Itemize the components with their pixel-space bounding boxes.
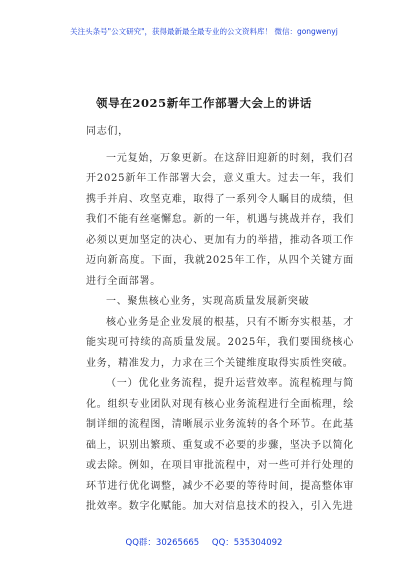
greeting: 同志们， bbox=[86, 126, 129, 137]
section-heading: 一、聚焦核心业务，实现高质量发展新突破 bbox=[106, 296, 310, 307]
paragraph: （一）优化业务流程，提升运营效率。流程梳理与简化。组织专业团队对现有核心业务流程进行全面梳理，绘制详细的流程图，清晰展示业务流转的各个环节。在此基础上，识别出繁琐、重复或不必要的步骤，坚决予以简化或去除。例如，在项目审批流程中，对一些可并行处理的环节进行优化调整，减少不必要的等待时间，提高整体审批效率。数字化赋能。加大对信息技术的投入，引入先进 bbox=[86, 378, 354, 512]
paragraph: 核心业务是企业发展的根基，只有不断夯实根基，才能实现可持续的高质量发展。2025年，我们要围绕核心业务，精准发力，力求在三个关键维度取得实质性突破。 bbox=[86, 316, 354, 369]
document-body bbox=[86, 122, 354, 518]
document-title: 领导在2025新年工作部署大会上的讲话 bbox=[96, 96, 312, 110]
footer-contact bbox=[0, 536, 408, 548]
paragraph: 一元复始，万象更新。在这辞旧迎新的时刻，我们召开2025新年工作部署大会，意义重大。过去一年，我们携手并肩、攻坚克难，取得了一系列令人瞩目的成绩，但我们不能有丝毫懈怠。新的一年，机遇与挑战并存，我们必须以更加坚定的决心、更加有力的举措，推动各项工作迈向新高度。下面，我就2025年工作，从四个关键方面进行全面部署。 bbox=[86, 152, 354, 287]
footer-qq: QQ：535304092 bbox=[211, 538, 283, 548]
header-banner: 关注头条号"公文研究"，获得最新最全最专业的公文资料库！ 微信：gongwenyj bbox=[70, 27, 338, 36]
footer-qq-group: QQ群：30265665 bbox=[125, 538, 200, 548]
